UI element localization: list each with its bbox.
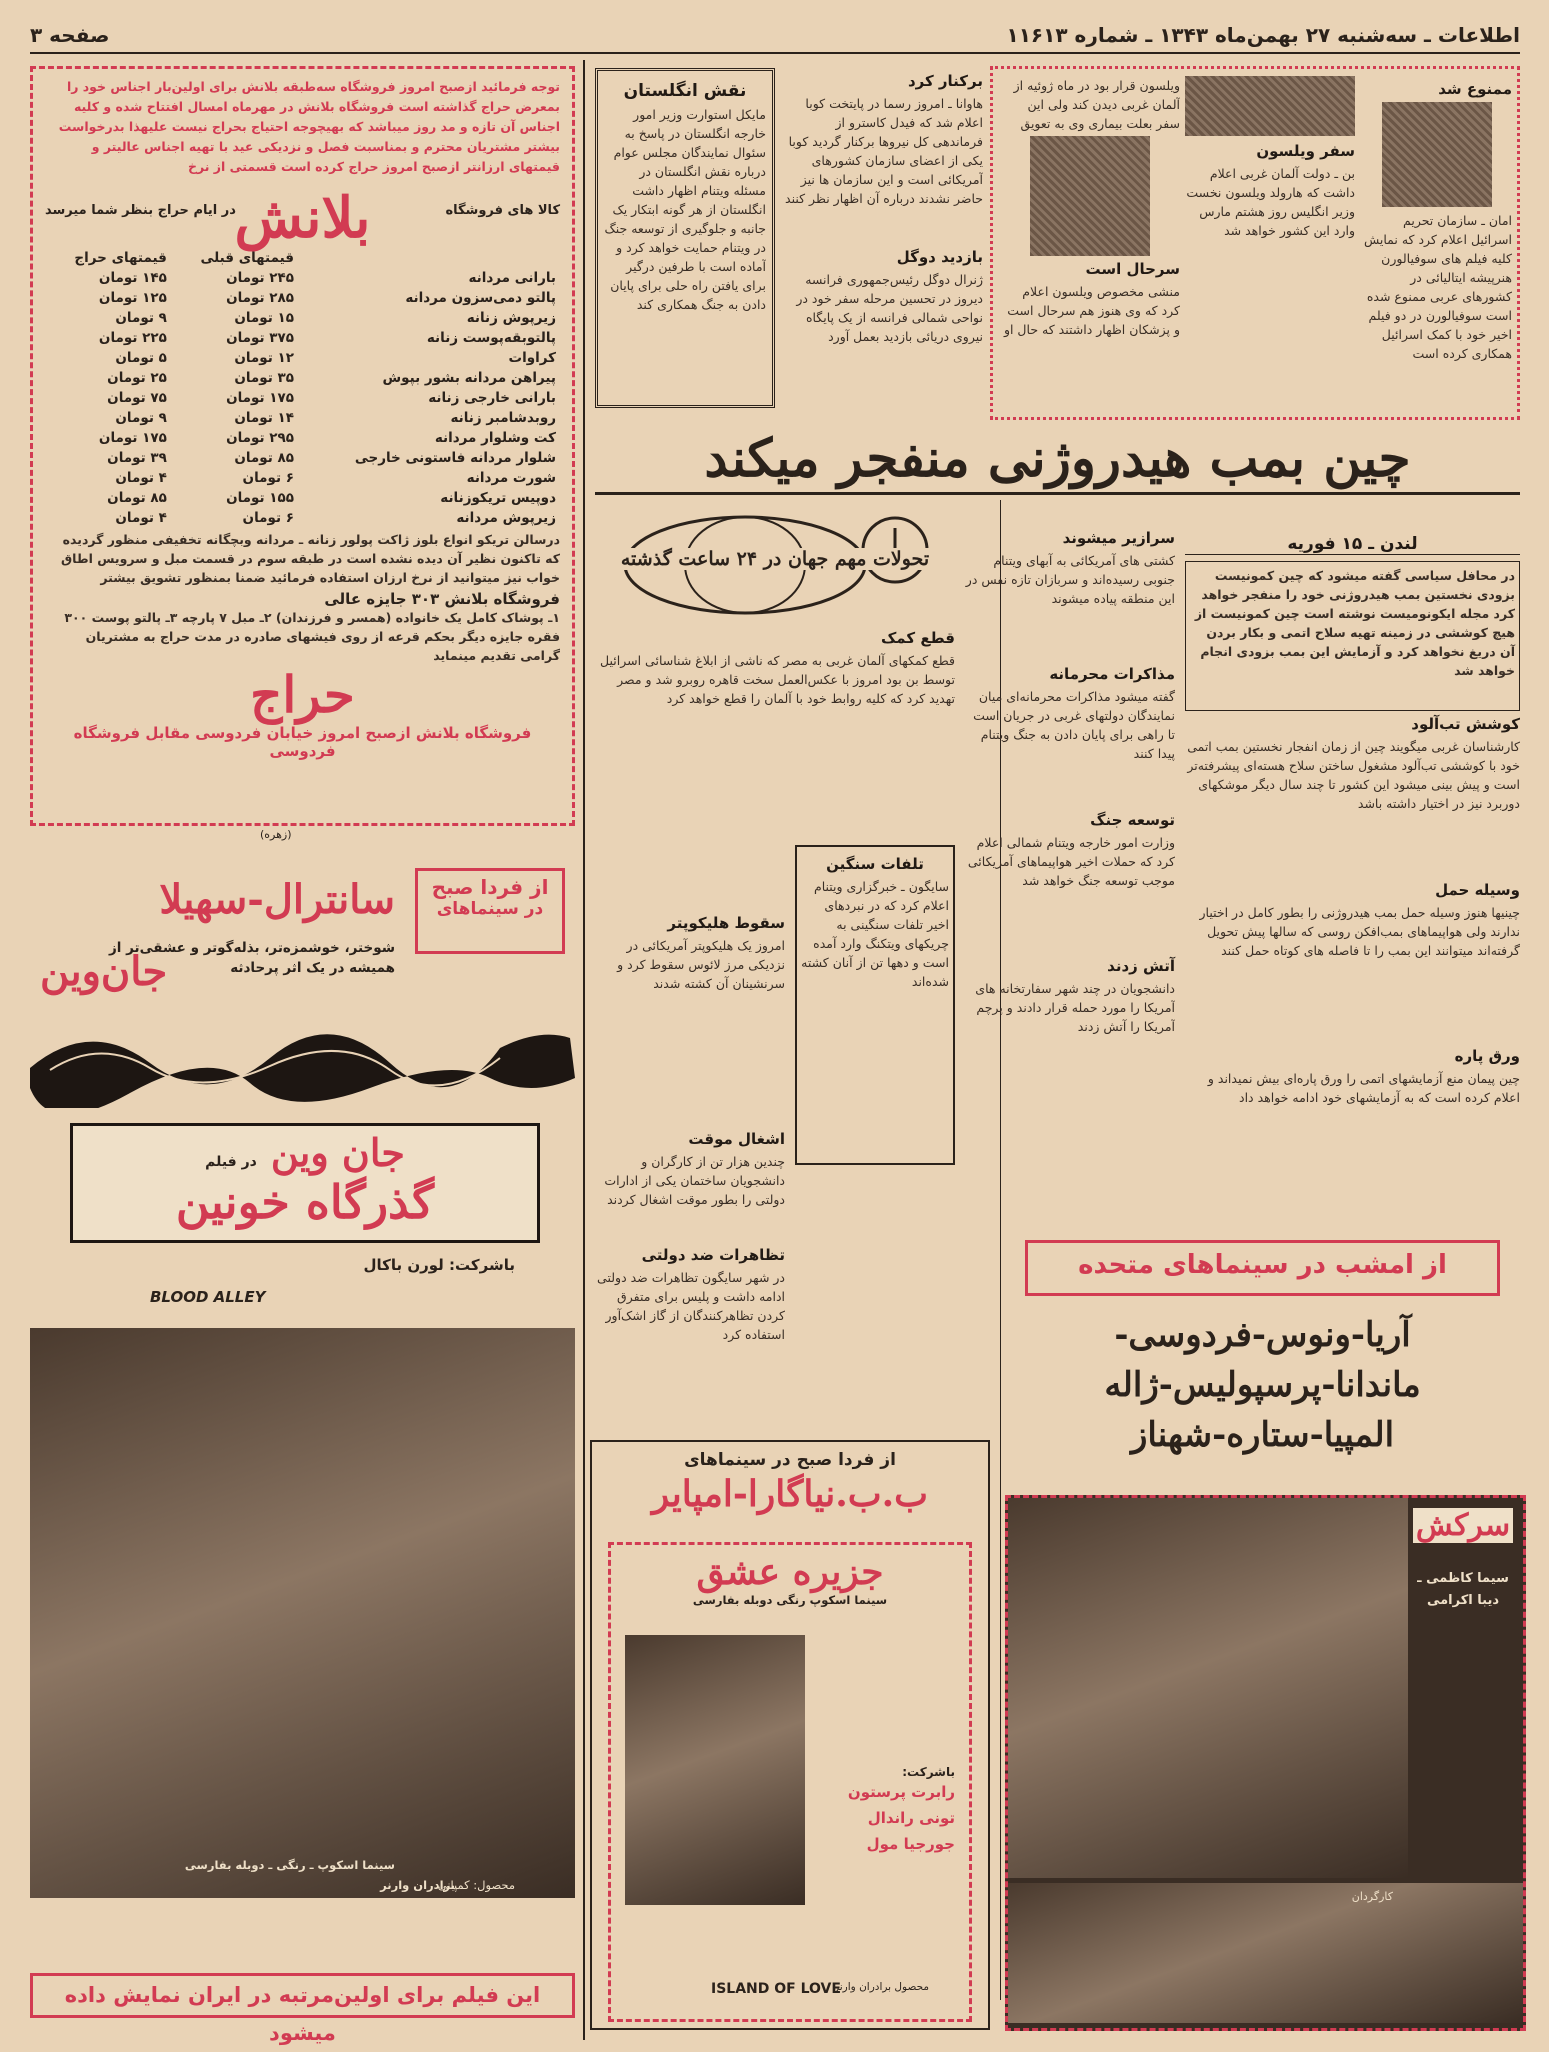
vietnam-section-body: گفته میشود مذاکرات محرمانه‌ای میان نمایندگان دولتهای غربی در جریان است تا راهی برای پایان دادن به جنگ ویتنام پیدا کنند bbox=[973, 689, 1175, 761]
wilson-column bbox=[1000, 76, 1180, 412]
china-article bbox=[1185, 530, 1520, 1220]
price-cell-name: دوپیس تریکوزنانه bbox=[440, 490, 556, 506]
price-row bbox=[45, 468, 560, 488]
price-cell-name: شورت مردانه bbox=[466, 470, 556, 486]
balanch-price-table bbox=[45, 248, 560, 528]
cinema-names: سانترال-سهیلا bbox=[159, 876, 395, 923]
film-title: گذرگاه خونین bbox=[175, 1175, 435, 1229]
production-label: محصول: کمپانی bbox=[437, 1878, 515, 1892]
price-row bbox=[45, 408, 560, 428]
showtime-box bbox=[415, 868, 565, 954]
brief-title: بازدید دوگل bbox=[896, 248, 983, 266]
column-rule bbox=[583, 60, 585, 2040]
balanch-sale-ad bbox=[30, 66, 575, 826]
film-tagline: شوختر، خوشمزه‌تر، بذله‌گوتر و عشقی‌تر از همیشه در یک اثر پرحادثه bbox=[109, 940, 395, 976]
price-cell-sale: ۹ تومان bbox=[115, 410, 167, 426]
price-cell-sale: ۷۵ تومان bbox=[107, 390, 167, 406]
balanch-body3: ۱ـ پوشاک کامل یک خانواده (همسر و فرزندان) ۲ـ مبل ۷ پارچه ۳ـ پالتو پوست ۳۰۰ فقره جایزه دیگر بحکم قرعه از روی فیشهای صادره در مدت حراج به مشتریان گرامی تقدیم مینماید bbox=[64, 610, 560, 663]
blood-alley-ad bbox=[30, 848, 575, 2045]
vietnam-section-title: آتش زدند bbox=[1107, 957, 1175, 975]
wilson-title2: سفر ویلسون bbox=[1256, 142, 1355, 160]
wilson-column-2 bbox=[1185, 76, 1355, 412]
masthead-bar bbox=[30, 18, 1520, 54]
section-banner-image bbox=[1185, 76, 1355, 136]
price-cell-before: ۲۸۵ تومان bbox=[226, 290, 294, 306]
price-row bbox=[45, 308, 560, 328]
island-format: سینما اسکوپ رنگی دوبله بفارسی bbox=[692, 1593, 888, 1607]
price-cell-name: بارانی خارجی زنانه bbox=[428, 390, 556, 406]
china-section-title: وسیله حمل bbox=[1435, 881, 1520, 899]
price-cell-before: ۱۴ تومان bbox=[234, 410, 294, 426]
vietnam-column bbox=[965, 525, 1175, 1165]
circus-film-ad bbox=[1005, 1230, 1520, 2030]
island-studio: محصول برادران وارنر bbox=[833, 1981, 929, 1993]
china-section-body: چینیها هنوز وسیله حمل بمب هیدروژنی را بطور کامل در اختیار ندارند ولی هواپیماهای بمب‌افکن روسی که سالها پیش تحویل گرفته‌اند میتوانند این بمب را تا فاصله های کوتاه حمل کنند bbox=[1199, 905, 1520, 958]
from-tomorrow: از فردا صبح bbox=[431, 875, 549, 899]
banned-column bbox=[1362, 76, 1512, 412]
price-cell-sale: ۸۵ تومان bbox=[107, 490, 167, 506]
island-from-tomorrow: از فردا صبح در سینماهای bbox=[684, 1450, 896, 1470]
england-role-body: مایکل استوارت وزیر امور خارجه انگلستان در پاسخ به سئوال نمایندگان مجلس عوام درباره نقش انگلستان در مسئله ویتنام اظهار داشت انگلستان از هر گونه ابتکار یک جانبه و جلوگیری از توسعه جنگ در ویتنام حمایت خواهد کرد و آماده است با طرفین درگیر برای یافتن راه حلی برای پایان دادن به جنگ همکاری کند bbox=[604, 107, 766, 312]
vietnam-section-body: دانشجویان در چند شهر سفارتخانه های آمریکا را مورد حمله قرار دادند و پرچم آمریکا را آتش زدند bbox=[975, 981, 1175, 1034]
english-title: BLOOD ALLEY bbox=[150, 1288, 266, 1306]
wilson-body1: ویلسون قرار بود در ماه ژوئیه از آلمان غربی دیدن کند ولی این سفر بعلت بیماری وی به تعویق bbox=[1013, 78, 1180, 131]
england-role-title: نقش انگلستان bbox=[623, 81, 747, 101]
island-english-title: ISLAND OF LOVE bbox=[711, 1981, 841, 1997]
china-section-body: چین پیمان منع آزمایشهای اتمی را ورق پاره‌ای بیش نمیداند و اعلام کرده است که به آزمایشهای خود ادامه خواهد داد bbox=[1207, 1071, 1520, 1105]
price-cell-before: ۱۵ تومان bbox=[234, 310, 294, 326]
price-row bbox=[45, 448, 560, 468]
casualties-body: سایگون ـ خبرگزاری ویتنام اعلام کرد که در نبردهای اخیر تلفات سنگینی به چریکهای ویتکنگ وارد آمده است و دهها تن از آنان کشته شده‌اند bbox=[801, 879, 949, 989]
price-cell-before: ۱۷۵ تومان bbox=[226, 390, 294, 406]
world-events-cut bbox=[595, 625, 955, 736]
price-row bbox=[45, 508, 560, 528]
price-cell-name: کراوات bbox=[508, 350, 556, 366]
circus-title: سرکش bbox=[1413, 1508, 1513, 1543]
ad-signature: (زهره) bbox=[260, 828, 292, 841]
price-cell-before: ۶ تومان bbox=[242, 510, 294, 526]
banned-body: امان ـ سازمان تحریم اسرائیل اعلام کرد که نمایش کلیه فیلم های سوفیالورن هنرپیشه ایتالیائی در کشورهای عربی ممنوع شده است سوفیالورن در دو فیلم اخیر خود با کمک اسرائیل همکاری کرده است bbox=[1363, 213, 1512, 361]
star-name: جان‌وین bbox=[40, 948, 168, 995]
price-cell-before: ۲۹۵ تومان bbox=[226, 430, 294, 446]
price-row bbox=[45, 428, 560, 448]
price-row bbox=[45, 368, 560, 388]
price-cell-sale: ۲۵ تومان bbox=[107, 370, 167, 386]
price-cell-before: ۶ تومان bbox=[242, 470, 294, 486]
island-cast-3: جورجیا مول bbox=[866, 1835, 955, 1853]
island-poster-frame bbox=[608, 1542, 972, 2022]
price-cell-name: کت وشلوار مردانه bbox=[434, 430, 556, 446]
helicopter-column bbox=[595, 800, 785, 1430]
film-poster-image bbox=[30, 1328, 575, 1898]
island-cast-block bbox=[825, 1765, 955, 1857]
island-title: جزیره عشق bbox=[696, 1551, 884, 1593]
price-cell-name: شلوار مردانه فاستونی خارجی bbox=[354, 450, 556, 466]
china-section-title: کوشش تب‌آلود bbox=[1411, 715, 1520, 733]
island-cinemas: ب.ب.نیاگارا-امپایر bbox=[651, 1473, 929, 1515]
balanch-address: فروشگاه بلانش ازصبح امروز خیابان فردوسی مقابل فروشگاه فردوسی bbox=[73, 724, 532, 760]
circus-director-label: کارگردان bbox=[1351, 1890, 1393, 1903]
col-sale-header: قیمتهای حراج bbox=[74, 250, 167, 266]
balanch-sale-note: در ایام حراج بنظر شما میرسد bbox=[45, 203, 236, 218]
casualties-title: تلفات سنگین bbox=[826, 855, 924, 873]
page-number: صفحه ۳ bbox=[30, 23, 110, 47]
balanch-store-line: کالا های فروشگاه bbox=[445, 203, 560, 218]
title-star: جان وین bbox=[270, 1130, 405, 1175]
cut-body: قطع کمکهای آلمان غربی به مصر که ناشی از ابلاغ شناسائی اسرائیل توسط بن بود امروز با عکس‌العمل سخت قاهره روبرو شد و مصر تهدید کرد که کلیه روابط خود با آلمان را قطع خواهد کرد bbox=[600, 653, 955, 706]
balanch-body2: درسالن تریکو انواع بلوز ژاکت پولور زنانه ـ مردانه وبچگانه تخفیفی منظور گردیده که تاکنون نظیر آن دیده نشده است در طبقه سوم در قسمت مبل و سرویس اطاق خواب نیز میتوانید از نرخ ارزان استفاده فرمائید ضمنا بمنظور تشویق بیشتر bbox=[60, 532, 560, 585]
first-screening-banner: این فیلم برای اولین‌مرتبه در ایران نمایش داده میشود bbox=[30, 1973, 575, 2018]
price-cell-sale: ۳۹ تومان bbox=[107, 450, 167, 466]
balanch-sale-word: حراج bbox=[250, 665, 355, 724]
world-events-section bbox=[595, 510, 955, 706]
circus-poster-image bbox=[1008, 1498, 1408, 1878]
price-cell-sale: ۴ تومان bbox=[115, 510, 167, 526]
price-table-header bbox=[45, 248, 560, 268]
filler-text bbox=[595, 800, 785, 910]
price-cell-name: زیرپوش زنانه bbox=[466, 310, 556, 326]
brief-title: برکنار کرد bbox=[907, 72, 983, 90]
studio-name: برادران وارنر bbox=[380, 1878, 455, 1892]
wilson-body3: بن ـ دولت آلمان غربی اعلام داشت که هارولد ویلسون نخست وزیر انگلیس روز هشتم مارس وارد این کشور خواهد شد bbox=[1186, 166, 1355, 238]
price-cell-name: پالتوبقه‌پوست زنانه bbox=[426, 330, 556, 346]
world-events-banner: تحولات مهم جهان در ۲۴ ساعت گذشته bbox=[615, 548, 935, 570]
price-cell-before: ۳۷۵ تومان bbox=[226, 330, 294, 346]
col-before-header: قیمتهای قبلی bbox=[200, 250, 294, 266]
wilson-portrait bbox=[1030, 136, 1150, 256]
dragon-illustration bbox=[30, 1008, 575, 1108]
balanch-brand-logo: بلانش bbox=[234, 185, 371, 251]
main-headline: چین بمب هیدروژنی منفجر میکند bbox=[595, 425, 1520, 495]
price-row bbox=[45, 388, 560, 408]
in-cinemas: در سینماهای bbox=[436, 899, 544, 919]
china-section-title: ورق پاره bbox=[1454, 1047, 1520, 1065]
price-cell-before: ۸۵ تومان bbox=[234, 450, 294, 466]
island-cast-2: تونی راندال bbox=[867, 1809, 955, 1827]
cinema-list-1: آریا-ونوس-فردوسی- bbox=[1114, 1315, 1411, 1355]
film-format: سینما اسکوپ ـ رنگی ـ دوبله بفارسی bbox=[184, 1858, 395, 1872]
cinema-list-2: ماندانا-پرسپولیس-ژاله bbox=[1104, 1365, 1421, 1405]
vietnam-section-title: توسعه جنگ bbox=[1090, 811, 1175, 829]
price-cell-name: بارانی مردانه bbox=[468, 270, 556, 286]
tonight-banner: از امشب در سینماهای متحده bbox=[1025, 1240, 1500, 1296]
price-cell-sale: ۴ تومان bbox=[115, 470, 167, 486]
price-cell-name: زیرپوش مردانه bbox=[456, 510, 556, 526]
circus-cast: سیما کاظمی ـ دیبا اکرامی bbox=[1417, 1571, 1509, 1608]
price-cell-sale: ۱۲۵ تومان bbox=[98, 290, 167, 306]
price-row bbox=[45, 268, 560, 288]
balanch-prize-line: فروشگاه بلانش ۳۰۳ جایزه عالی bbox=[324, 590, 560, 608]
island-poster-image bbox=[625, 1635, 805, 1905]
circus-bottom-image bbox=[1008, 1883, 1523, 2023]
helicopter-section-body: چندین هزار تن از کارگران و دانشجویان ساختمان یکی از ادارات دولتی را بطور موقت اشغال کردند bbox=[604, 1154, 785, 1207]
helicopter-section-title: سقوط هلیکوپتر bbox=[667, 914, 785, 932]
price-cell-before: ۳۵ تومان bbox=[234, 370, 294, 386]
price-cell-sale: ۹ تومان bbox=[115, 310, 167, 326]
england-role-box bbox=[595, 68, 775, 408]
helicopter-section-title: تظاهرات ضد دولتی bbox=[641, 1246, 785, 1264]
price-row bbox=[45, 288, 560, 308]
cut-title: قطع کمک bbox=[880, 629, 955, 647]
circus-poster-frame bbox=[1005, 1495, 1526, 2031]
price-cell-name: روبدشامبر زنانه bbox=[450, 410, 556, 426]
price-cell-sale: ۲۲۵ تومان bbox=[98, 330, 167, 346]
island-cast-1: رابرت پرستون bbox=[847, 1783, 955, 1801]
price-row bbox=[45, 488, 560, 508]
briefs-column bbox=[783, 68, 983, 408]
in-film-label: در فیلم bbox=[205, 1154, 257, 1170]
helicopter-section-body: امروز یک هلیکوپتر آمریکائی در نزدیکی مرز لائوس سقوط کرد و سرنشینان آن کشته شدند bbox=[617, 938, 785, 991]
china-section-body: کارشناسان غربی میگویند چین از زمان انفجار نخستین بمب اتمی خود با کوششی تب‌آلود مشغول ساختن سلاح هسته‌ای پیشرفته‌تر است و پیش بینی میشود این کشور تا چند سال دیگر موشکهای دوربرد نیز در اختیار داشته باشد bbox=[1187, 739, 1520, 811]
sophia-loren-photo bbox=[1382, 102, 1492, 207]
price-row bbox=[45, 348, 560, 368]
film-title-box bbox=[70, 1123, 540, 1243]
brief-body: ژنرال دوگل رئیس‌جمهوری فرانسه دیروز در تحسین مرحله سفر خود در نواحی شمالی فرانسه از یک پایگاه نیروی دریائی بازدید بعمل آورد bbox=[796, 272, 983, 344]
costar-label: باشرکت: لورن باکال bbox=[363, 1256, 515, 1274]
china-lead: در محافل سیاسی گفته میشود که چین کمونیست بزودی نخستین بمب هیدروژنی خود را منفجر خواهد کرد مجله ایکونومیست نوشته است چین کمونیست از هیچ کوششی در زمینه تهیه سلاح اتمی و بکار بردن آن دریغ نخواهد کرد و آزمایش این بمب بزودی انجام خواهد شد bbox=[1185, 561, 1520, 711]
china-dateline: لندن ـ ۱۵ فوریه bbox=[1185, 534, 1520, 555]
price-cell-name: پیراهن مردانه بشور بپوش bbox=[382, 370, 556, 386]
price-cell-sale: ۱۴۵ تومان bbox=[98, 270, 167, 286]
banned-title: ممنوع شد bbox=[1438, 80, 1512, 98]
vietnam-section-title: سرازیر میشوند bbox=[1062, 529, 1175, 547]
price-cell-sale: ۱۷۵ تومان bbox=[98, 430, 167, 446]
helicopter-section-title: اشغال موقت bbox=[688, 1130, 785, 1148]
wilson-body2: منشی مخصوص ویلسون اعلام کرد که وی هنوز هم سرحال است و پزشکان اظهار داشتند که حال او bbox=[1003, 284, 1180, 337]
price-row bbox=[45, 328, 560, 348]
cinema-list-3: المپیا-ستاره-شهناز bbox=[1130, 1415, 1395, 1455]
wilson-title1: سرحال است bbox=[1085, 260, 1180, 278]
vietnam-section-body: کشتی های آمریکائی به آبهای ویتنام جنوبی رسیده‌اند و سربازان تازه نفس در این منطقه پیاده میشوند bbox=[965, 553, 1175, 606]
masthead-title: اطلاعات ـ سه‌شنبه ۲۷ بهمن‌ماه ۱۳۴۳ ـ شماره ۱۱۶۱۳ bbox=[1006, 23, 1520, 47]
price-cell-before: ۱۵۵ تومان bbox=[226, 490, 294, 506]
casualties-box bbox=[795, 845, 955, 1165]
island-of-love-ad bbox=[590, 1440, 990, 2030]
price-cell-name: پالتو دمی‌سزون مردانه bbox=[405, 290, 556, 306]
brief-body: هاوانا ـ امروز رسما در پایتخت کوبا اعلام شد که فیدل کاسترو از فرماندهی کل نیروها برکنار گردید کوبا یکی از اعضای سازمان کشورهای آمریکائی است و این سازمان ها نیز حاضر نشدند درباره آن اظهار نظر کنند bbox=[785, 96, 983, 206]
price-cell-before: ۲۴۵ تومان bbox=[226, 270, 294, 286]
helicopter-section-body: در شهر سایگون تظاهرات ضد دولتی ادامه داشت و پلیس برای متفرق کردن تظاهرکنندگان از گاز اشک‌آور استفاده کرد bbox=[597, 1270, 785, 1342]
price-cell-sale: ۵ تومان bbox=[115, 350, 167, 366]
island-cast-label: باشرکت: bbox=[902, 1765, 955, 1779]
balanch-intro: توجه فرمائید ازصبح امروز فروشگاه سه‌طبقه بلانش برای اولین‌بار اجناس خود را بمعرض حراج گذاشته است فروشگاه بلانش در مهرماه امسال افتتاح شده و کلیه اجناس آن تازه و مد روز میباشد که بهیچوجه احتیاج بحراج نیست علیهذا بدرخواست بیشتر مشتریان محترم و بمناسبت فصل و نزدیکی عید با تهیه اجناس عالیتر و قیمتهای ارزانتر ازصبح امروز حراج کرده است قسمتی از نرخ bbox=[58, 79, 560, 174]
price-cell-before: ۱۲ تومان bbox=[234, 350, 294, 366]
vietnam-section-title: مذاکرات محرمانه bbox=[1049, 665, 1175, 683]
vietnam-section-body: وزارت امور خارجه ویتنام شمالی اعلام کرد که حملات اخیر هواپیماهای آمریکائی موجب توسعه جنگ خواهد شد bbox=[967, 835, 1175, 888]
